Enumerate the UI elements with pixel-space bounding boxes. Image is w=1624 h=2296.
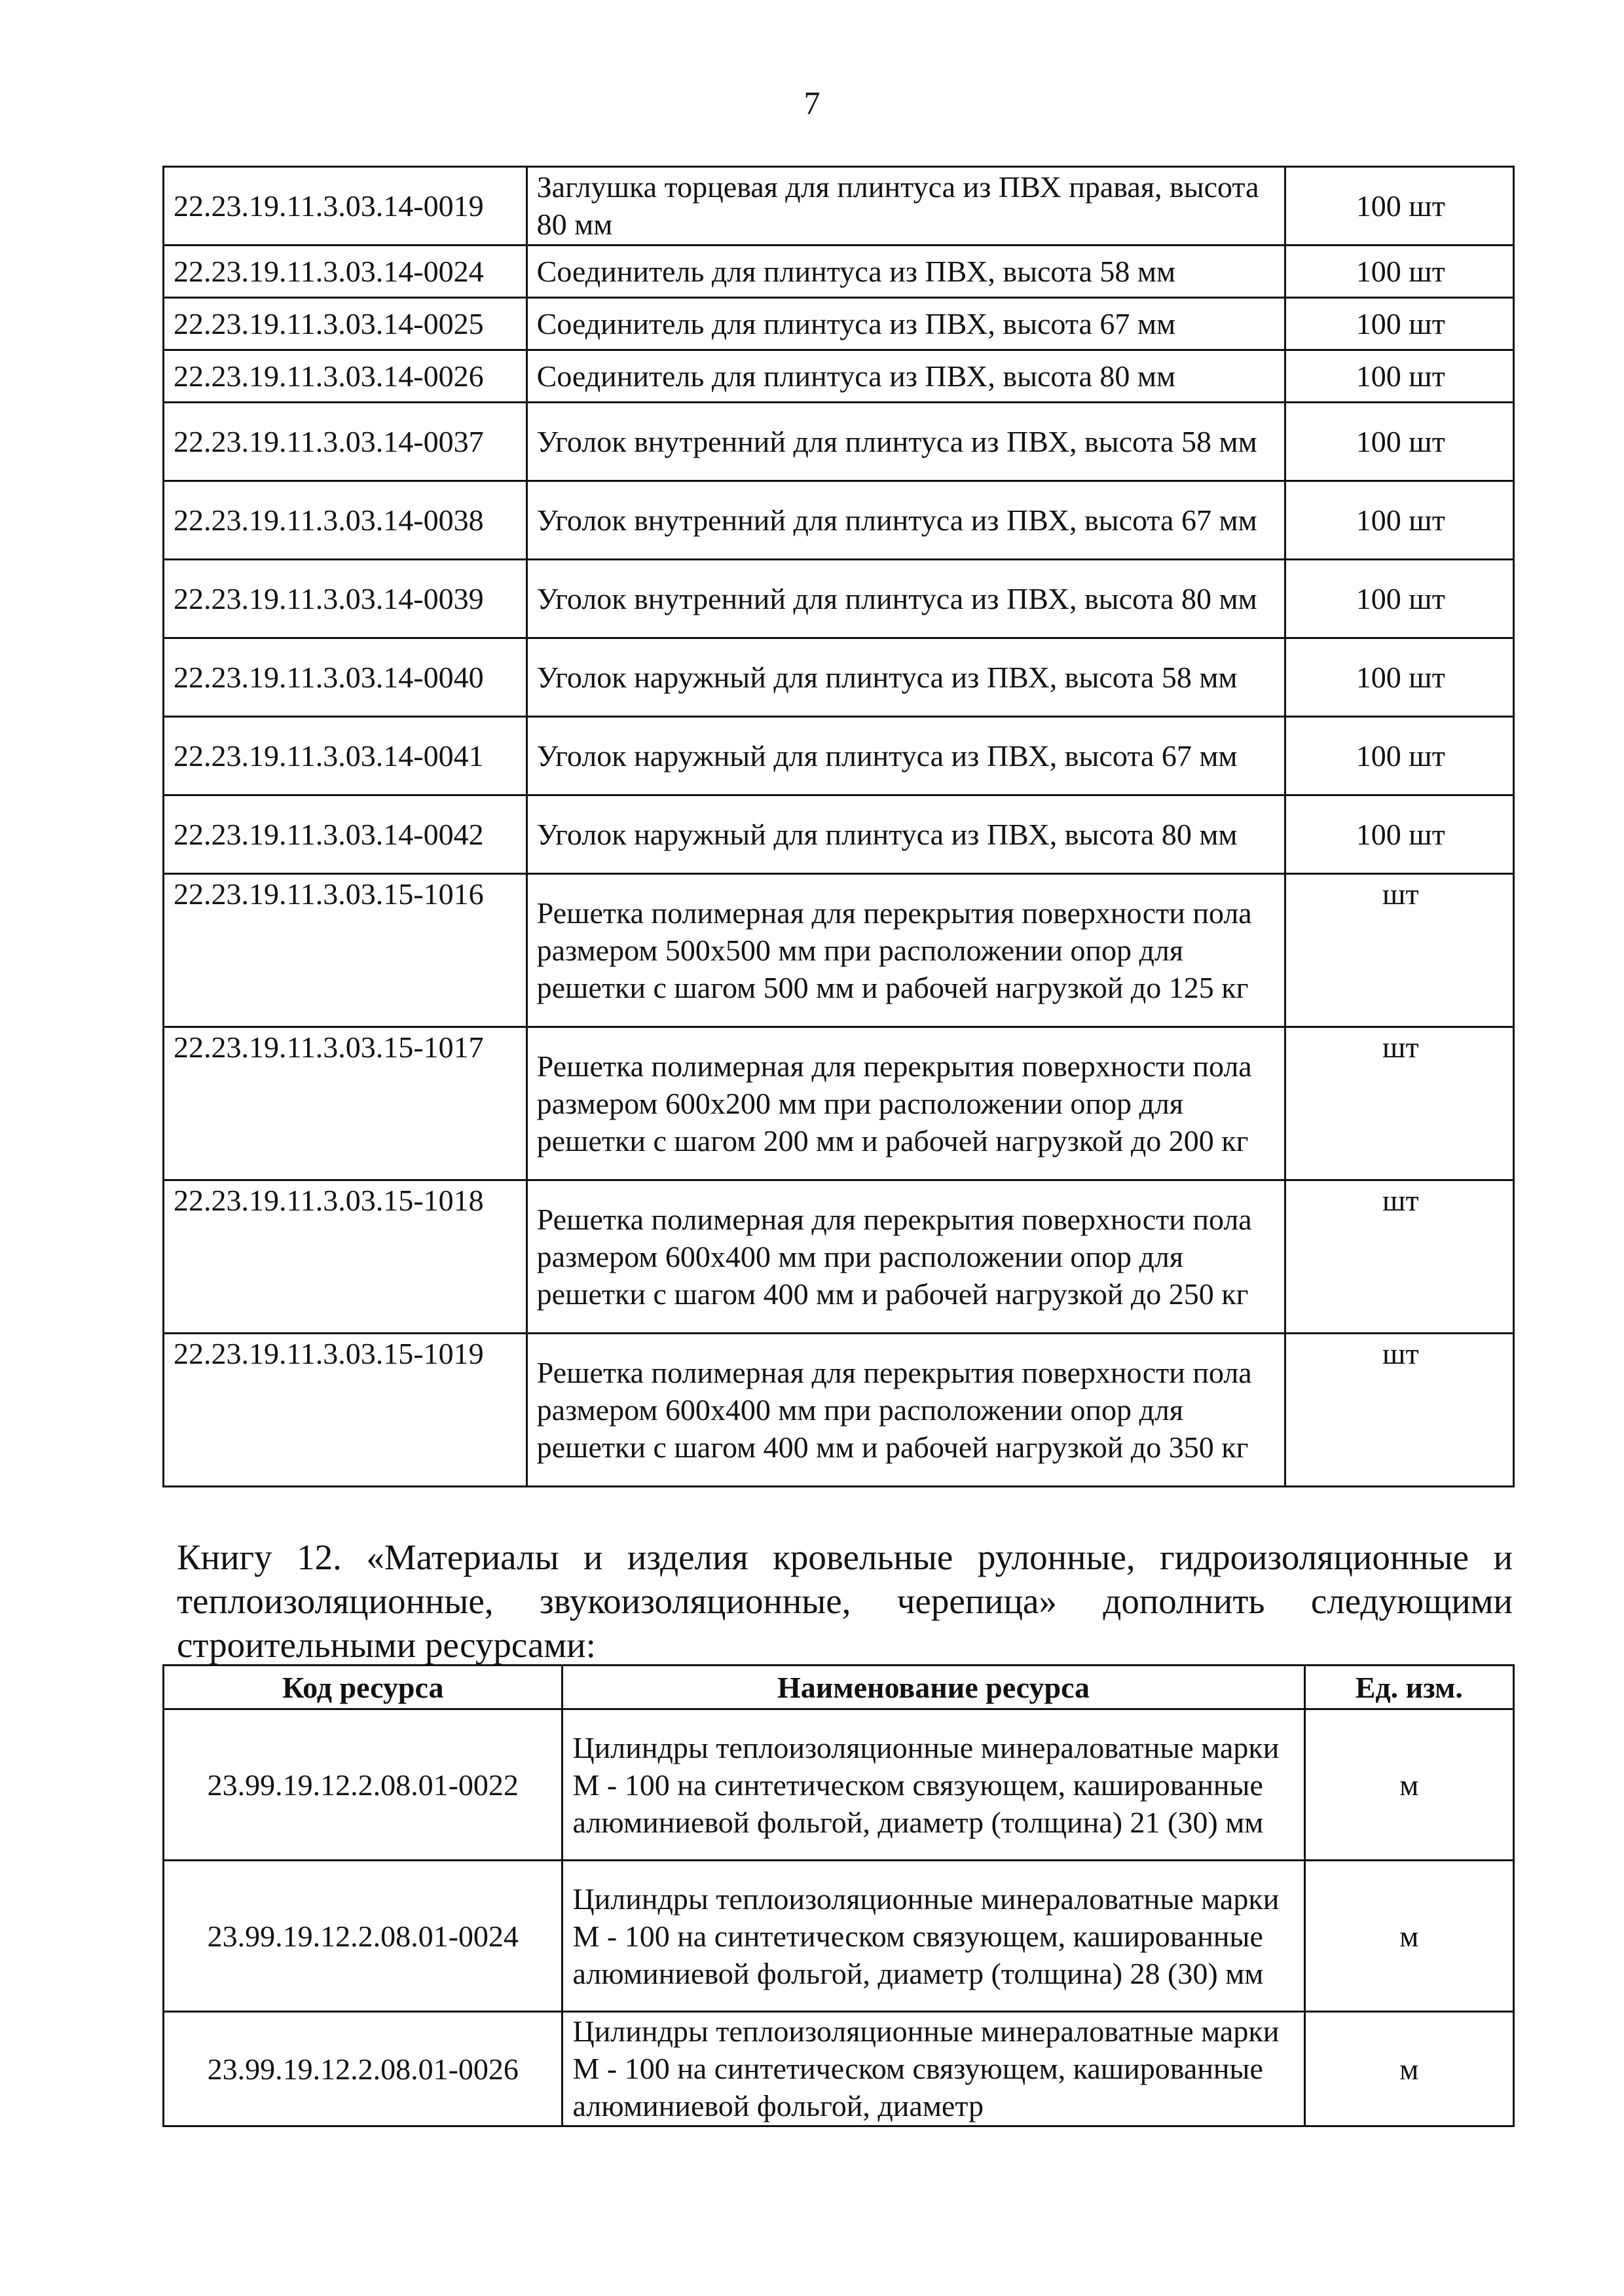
resource-name: Соединитель для плинтуса из ПВХ, высота 58 мм	[526, 246, 1285, 298]
resource-code: 22.23.19.11.3.03.14-0025	[164, 298, 527, 350]
table-row	[164, 167, 1514, 246]
resource-code: 22.23.19.11.3.03.14-0040	[164, 638, 527, 717]
resource-name: Цилиндры теплоизоляционные минераловатные марки М - 100 на синтетическом связующем, кашированные алюминиевой фольгой, диаметр (толщина) 28 (30) мм	[563, 1861, 1304, 2012]
table-row	[164, 246, 1514, 298]
table-row	[164, 1334, 1514, 1487]
table-row	[164, 1861, 1514, 2012]
resource-unit: шт	[1285, 874, 1513, 1027]
resource-unit: 100 шт	[1285, 560, 1513, 638]
resource-name: Уголок внутренний для плинтуса из ПВХ, высота 80 мм	[526, 560, 1285, 638]
table-row	[164, 1180, 1514, 1334]
resource-unit: 100 шт	[1285, 246, 1513, 298]
table-row	[164, 560, 1514, 638]
resource-code: 22.23.19.11.3.03.14-0026	[164, 350, 527, 403]
resource-code: 22.23.19.11.3.03.15-1019	[164, 1334, 527, 1487]
resource-code: 22.23.19.11.3.03.14-0019	[164, 167, 527, 246]
header-unit: Ед. изм.	[1304, 1666, 1513, 1709]
book-12-amendment-paragraph: Книгу 12. «Материалы и изделия кровельные рулонные, гидроизоляционные и теплоизоляционные, звукоизоляционные, черепица» дополнить следующими строительными ресурсами:	[177, 1537, 1513, 1665]
table-row	[164, 638, 1514, 717]
resource-name: Решетка полимерная для перекрытия поверхности пола размером 600х200 мм при расположении опор для решетки с шагом 200 мм и рабочей нагрузкой до 200 кг	[526, 1027, 1285, 1180]
resource-code: 22.23.19.11.3.03.14-0037	[164, 403, 527, 481]
table-row	[164, 481, 1514, 560]
resource-name: Уголок наружный для плинтуса из ПВХ, высота 67 мм	[526, 717, 1285, 795]
resource-code: 22.23.19.11.3.03.14-0038	[164, 481, 527, 560]
resource-name: Решетка полимерная для перекрытия поверхности пола размером 600х400 мм при расположении опор для решетки с шагом 400 мм и рабочей нагрузкой до 250 кг	[526, 1180, 1285, 1334]
resource-name: Соединитель для плинтуса из ПВХ, высота 80 мм	[526, 350, 1285, 403]
resource-name: Уголок наружный для плинтуса из ПВХ, высота 58 мм	[526, 638, 1285, 717]
table-row	[164, 2012, 1514, 2126]
resource-unit: шт	[1285, 1027, 1513, 1180]
table-row	[164, 795, 1514, 874]
resource-unit: м	[1304, 1861, 1513, 2012]
header-resource-code: Код ресурса	[164, 1666, 563, 1709]
resource-unit: шт	[1285, 1180, 1513, 1334]
resource-name: Решетка полимерная для перекрытия поверхности пола размером 500х500 мм при расположении опор для решетки с шагом 500 мм и рабочей нагрузкой до 125 кг	[526, 874, 1285, 1027]
resource-unit: 100 шт	[1285, 350, 1513, 403]
table-row	[164, 403, 1514, 481]
resource-code: 22.23.19.11.3.03.15-1016	[164, 874, 527, 1027]
resource-unit: 100 шт	[1285, 167, 1513, 246]
resource-name: Уголок наружный для плинтуса из ПВХ, высота 80 мм	[526, 795, 1285, 874]
resource-unit: 100 шт	[1285, 481, 1513, 560]
book-12-resource-table	[162, 1664, 1515, 2127]
resource-code: 23.99.19.12.2.08.01-0022	[164, 1709, 563, 1861]
resource-code: 22.23.19.11.3.03.14-0042	[164, 795, 527, 874]
resource-name: Цилиндры теплоизоляционные минераловатные марки М - 100 на синтетическом связующем, кашированные алюминиевой фольгой, диаметр (толщина) 21 (30) мм	[563, 1709, 1304, 1861]
resource-unit: 100 шт	[1285, 638, 1513, 717]
resource-name: Заглушка торцевая для плинтуса из ПВХ правая, высота 80 мм	[526, 167, 1285, 246]
table-row	[164, 1027, 1514, 1180]
resource-code: 22.23.19.11.3.03.15-1017	[164, 1027, 527, 1180]
table-row	[164, 350, 1514, 403]
table-row	[164, 717, 1514, 795]
resource-unit: 100 шт	[1285, 717, 1513, 795]
resource-code: 22.23.19.11.3.03.14-0024	[164, 246, 527, 298]
resource-code: 22.23.19.11.3.03.14-0039	[164, 560, 527, 638]
table-header-row	[164, 1666, 1514, 1709]
resource-name: Уголок внутренний для плинтуса из ПВХ, высота 58 мм	[526, 403, 1285, 481]
resource-code: 23.99.19.12.2.08.01-0024	[164, 1861, 563, 2012]
resource-name: Цилиндры теплоизоляционные минераловатные марки М - 100 на синтетическом связующем, кашированные алюминиевой фольгой, диаметр	[563, 2012, 1304, 2126]
resource-name: Решетка полимерная для перекрытия поверхности пола размером 600х400 мм при расположении опор для решетки с шагом 400 мм и рабочей нагрузкой до 350 кг	[526, 1334, 1285, 1487]
resource-code: 22.23.19.11.3.03.14-0041	[164, 717, 527, 795]
resource-unit: 100 шт	[1285, 795, 1513, 874]
page-number: 7	[803, 84, 821, 121]
resource-unit: м	[1304, 1709, 1513, 1861]
resource-unit: шт	[1285, 1334, 1513, 1487]
resource-code: 22.23.19.11.3.03.15-1018	[164, 1180, 527, 1334]
resource-name: Уголок внутренний для плинтуса из ПВХ, высота 67 мм	[526, 481, 1285, 560]
resource-code: 23.99.19.12.2.08.01-0026	[164, 2012, 563, 2126]
resource-table-continued	[162, 166, 1515, 1487]
resource-unit: м	[1304, 2012, 1513, 2126]
resource-name: Соединитель для плинтуса из ПВХ, высота 67 мм	[526, 298, 1285, 350]
header-resource-name: Наименование ресурса	[563, 1666, 1304, 1709]
table-row	[164, 298, 1514, 350]
table-row	[164, 1709, 1514, 1861]
table-row	[164, 874, 1514, 1027]
resource-unit: 100 шт	[1285, 298, 1513, 350]
resource-unit: 100 шт	[1285, 403, 1513, 481]
